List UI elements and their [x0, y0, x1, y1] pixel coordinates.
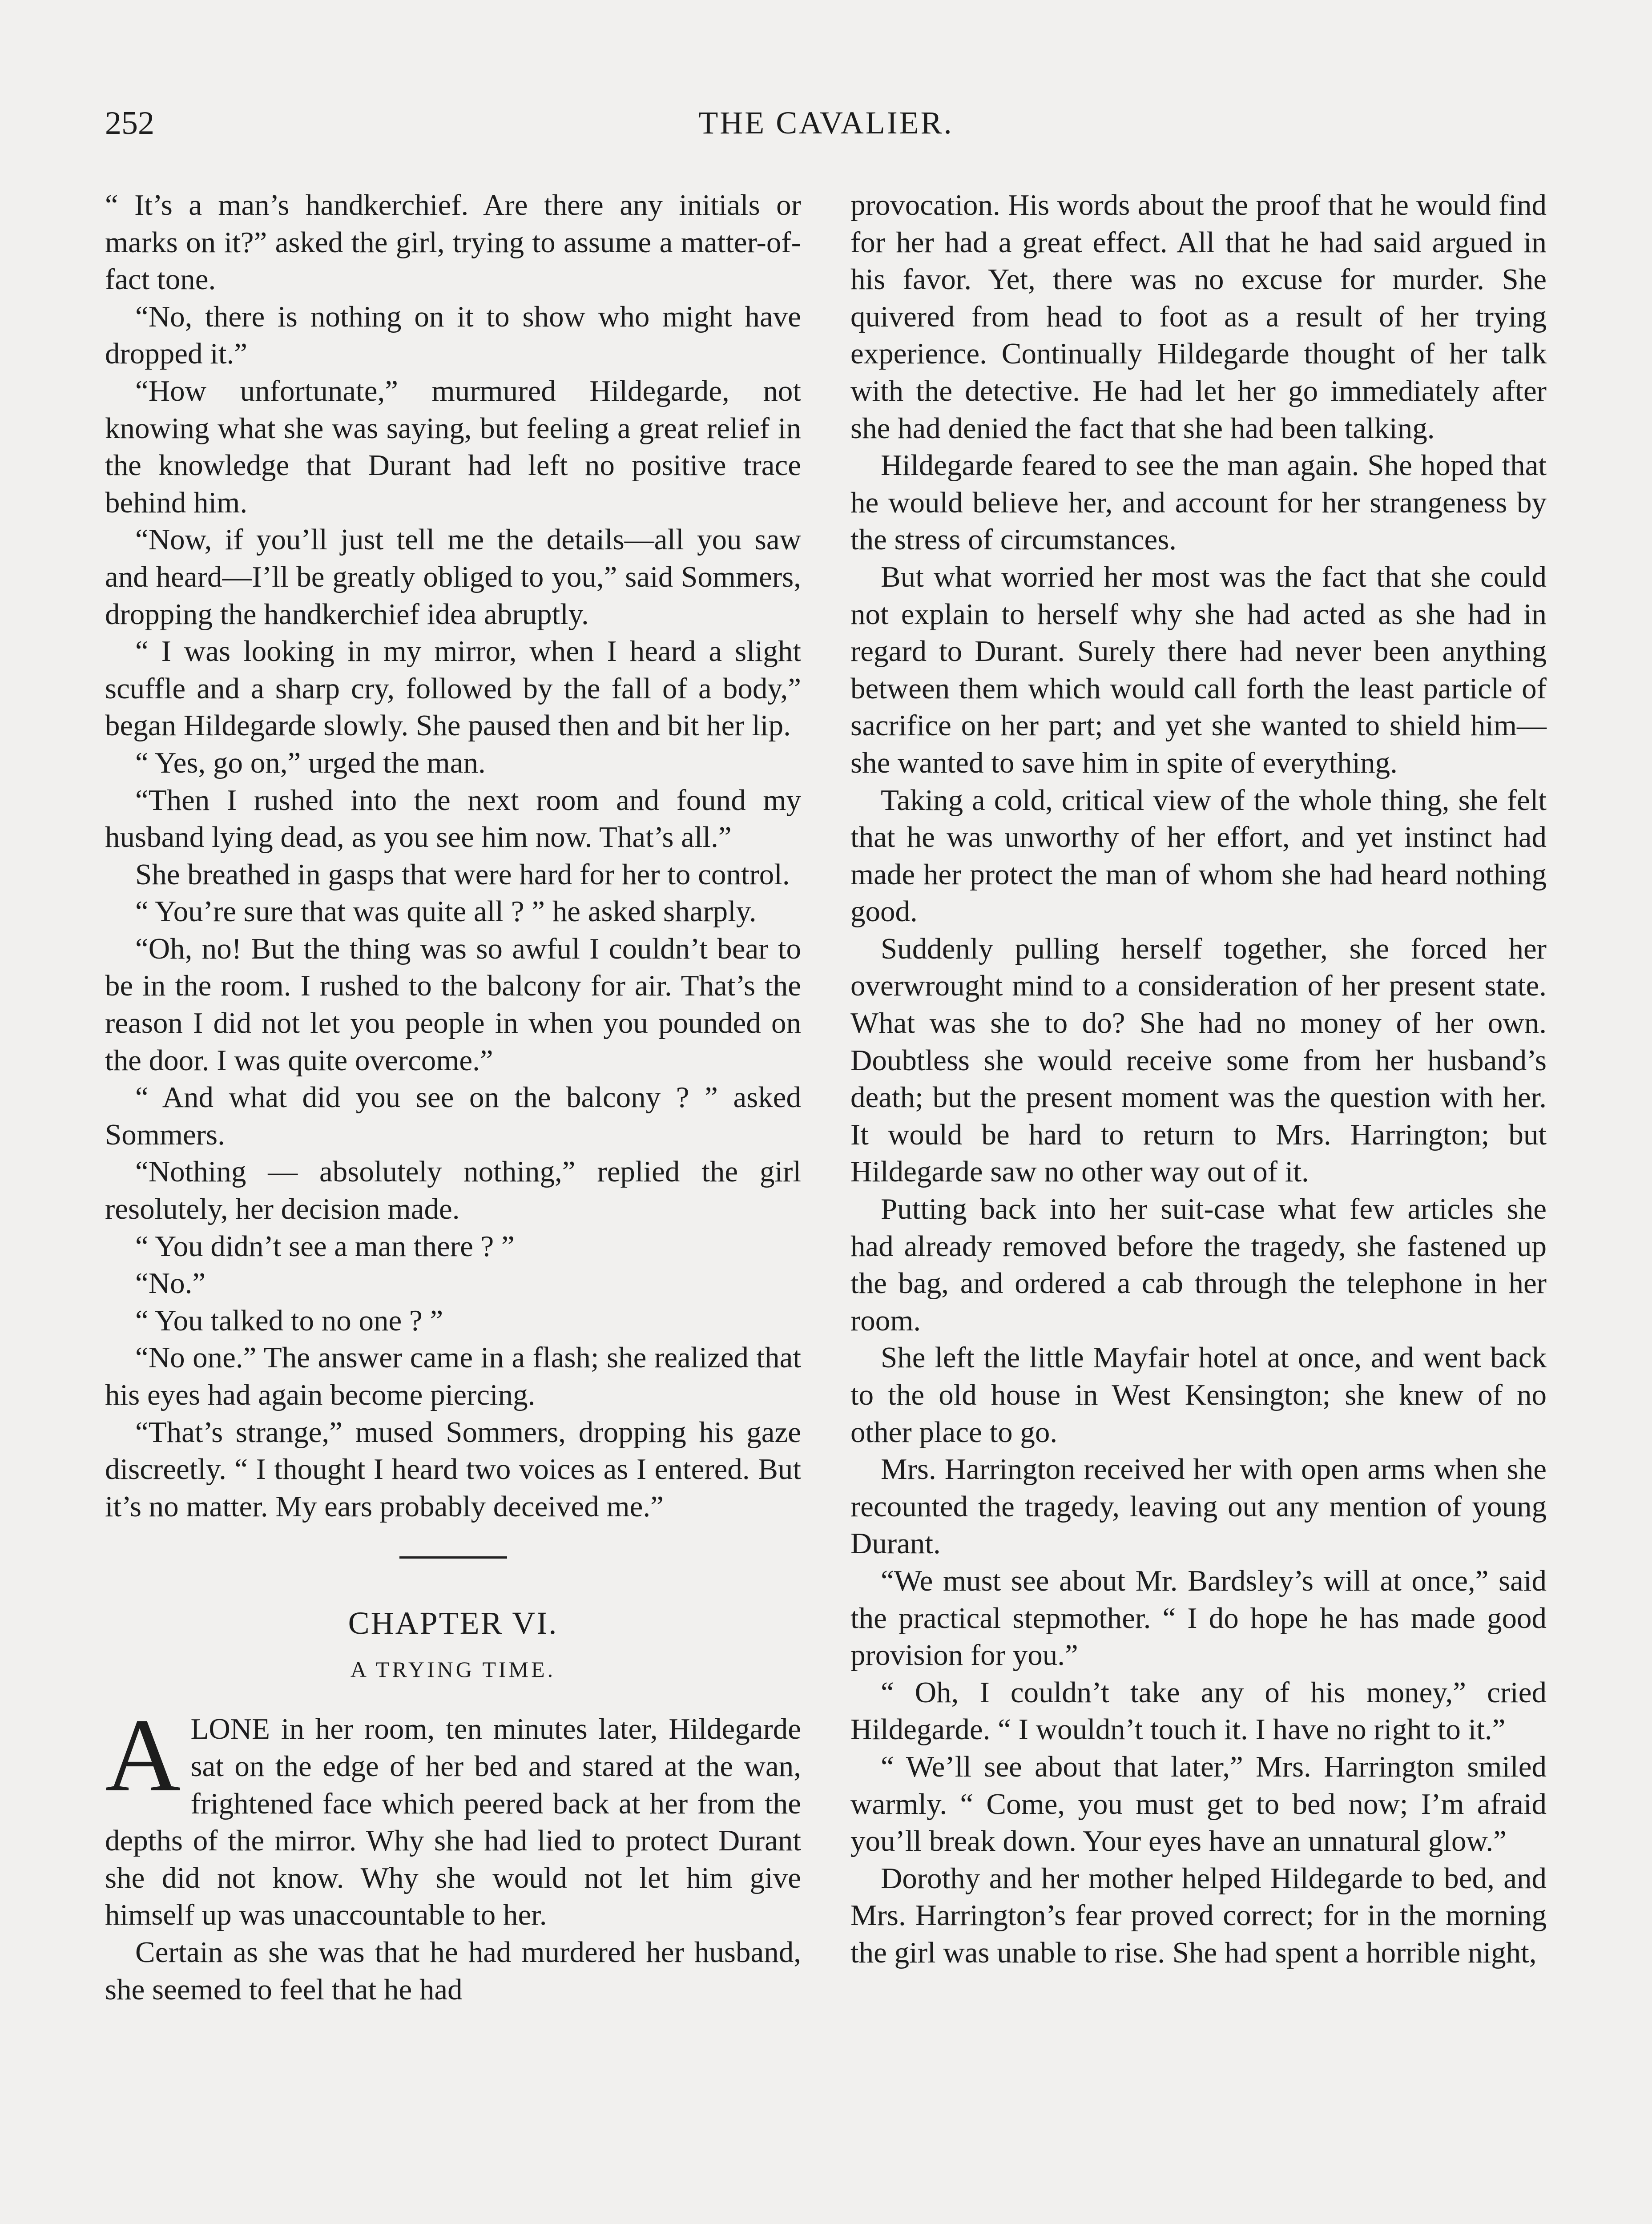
- opening-paragraph-text: LONE in her room, ten minutes later, Hildegarde sat on the edge of her bed and stared at the wan, frightened face which peered back at her from the depths of the mirror. Why she had lied to protect Durant she did not know. Why she would not let him give himself up was unaccountable to her.: [105, 1712, 801, 1932]
- paragraph: “ It’s a man’s handkerchief. Are there any initials or marks on it?” asked the girl, trying to assume a matter-of-fact tone.: [105, 189, 801, 296]
- paragraph: “ Yes, go on,” urged the man.: [135, 746, 486, 779]
- paragraph: Taking a cold, critical view of the whole thing, she felt that he was unworthy of her effort, and yet instinct had made her protect the man of whom she had heard nothing good.: [850, 783, 1547, 928]
- drop-cap: A: [105, 1697, 181, 1814]
- section-divider: [399, 1556, 507, 1559]
- paragraph: “ You didn’t see a man there ? ”: [135, 1229, 515, 1263]
- paragraph: “No, there is nothing on it to show who might have dropped it.”: [105, 300, 801, 371]
- paragraph: Dorothy and her mother helped Hildegarde to bed, and Mrs. Harrington’s fear proved correct; for in the morning the girl was unable to rise. She had spent a horrible night,: [850, 1861, 1547, 1969]
- paragraph: “We must see about Mr. Bardsley’s will at once,” said the practical stepmother. “ I do hope he has made good provision for you.”: [850, 1564, 1547, 1672]
- paragraph: Certain as she was that he had murdered her husband, she seemed to feel that he had: [105, 1935, 801, 2006]
- paragraph: “That’s strange,” mused Sommers, dropping his gaze discreetly. “ I thought I heard two voices as I entered. But it’s no matter. My ears probably deceived me.”: [105, 1415, 801, 1523]
- paragraph: Putting back into her suit-case what few articles she had already removed before the tragedy, she fastened up the bag, and ordered a cab through the telephone in her room.: [850, 1193, 1547, 1337]
- chapter-subtitle: A TRYING TIME.: [350, 1657, 556, 1682]
- paragraph: But what worried her most was the fact that she could not explain to herself why she had acted as she had in regard to Durant. Surely there had never been anything between them which would call forth the least particle of sacrifice on her part; and yet she wanted to shield him—she wanted to save him in spite of everything.: [850, 560, 1547, 779]
- paragraph: She left the little Mayfair hotel at once, and went back to the old house in West Kensington; she knew of no other place to go.: [850, 1341, 1547, 1449]
- page-number: 252: [105, 105, 154, 141]
- paragraph: “ I was looking in my mirror, when I heard a slight scuffle and a sharp cry, followed by the fall of a body,” began Hildegarde slowly. She paused then and bit her lip.: [105, 635, 801, 742]
- paragraph: “Oh, no! But the thing was so awful I couldn’t bear to be in the room. I rushed to the balcony for air. That’s the reason I did not let you people in when you pounded on the door. I was quite overcome.”: [105, 932, 801, 1077]
- opening-paragraph: [105, 1697, 801, 1934]
- paragraph: “Now, if you’ll just tell me the details—all you saw and heard—I’ll be greatly obliged to you,” said Sommers, dropping the handkerchief idea abruptly.: [105, 523, 801, 631]
- page-header: [105, 105, 1547, 153]
- paragraph: “ You’re sure that was quite all ? ” he asked sharply.: [135, 895, 757, 928]
- paragraph: provocation. His words about the proof that he would find for her had a great effect. All that he had said argued in his favor. Yet, there was no excuse for murder. She quivered from head to foot as a result of her trying experience. Continually Hildegarde thought of her talk with the detective. He had let her go immediately after she had denied the fact that she had been talking.: [850, 189, 1547, 445]
- paragraph: “ Oh, I couldn’t take any of his money,” cried Hildegarde. “ I wouldn’t touch it. I have no right to it.”: [850, 1676, 1547, 1746]
- paragraph: Suddenly pulling herself together, she forced her overwrought mind to a consideration of her present state. What was she to do? She had no money of her own. Doubtless she would receive some from her husband’s death; but the present moment was the question with her. It would be hard to return to Mrs. Harrington; but Hildegarde saw no other way out of it.: [850, 932, 1547, 1189]
- paragraph: Mrs. Harrington received her with open arms when she recounted the tragedy, leaving out any mention of young Durant.: [850, 1453, 1547, 1560]
- paragraph: “Nothing — absolutely nothing,” replied the girl resolutely, her decision made.: [105, 1155, 801, 1226]
- paragraph: “How unfortunate,” murmured Hildegarde, not knowing what she was saying, but feeling a great relief in the knowledge that Durant had left no positive trace behind him.: [105, 374, 801, 519]
- paragraph: “ And what did you see on the balcony ? ” asked Sommers.: [105, 1081, 801, 1151]
- paragraph: “Then I rushed into the next room and found my husband lying dead, as you see him now. That’s all.”: [105, 783, 801, 854]
- paragraph: “ You talked to no one ? ”: [135, 1304, 443, 1337]
- chapter-title: CHAPTER VI.: [348, 1605, 558, 1641]
- paragraph: She breathed in gasps that were hard for her to control.: [135, 858, 790, 891]
- left-column: [105, 187, 801, 2008]
- running-title: THE CAVALIER.: [698, 105, 954, 141]
- right-column: [850, 187, 1547, 1972]
- paragraph: Hildegarde feared to see the man again. She hoped that he would believe her, and account for her strangeness by the stress of circumstances.: [850, 449, 1547, 556]
- paragraph: “No.”: [135, 1267, 206, 1300]
- paragraph: “ We’ll see about that later,” Mrs. Harrington smiled warmly. “ Come, you must get to bed now; I’m afraid you’ll break down. Your eyes have an unnatural glow.”: [850, 1750, 1547, 1858]
- paragraph: “No one.” The answer came in a flash; she realized that his eyes had again become piercing.: [105, 1341, 801, 1411]
